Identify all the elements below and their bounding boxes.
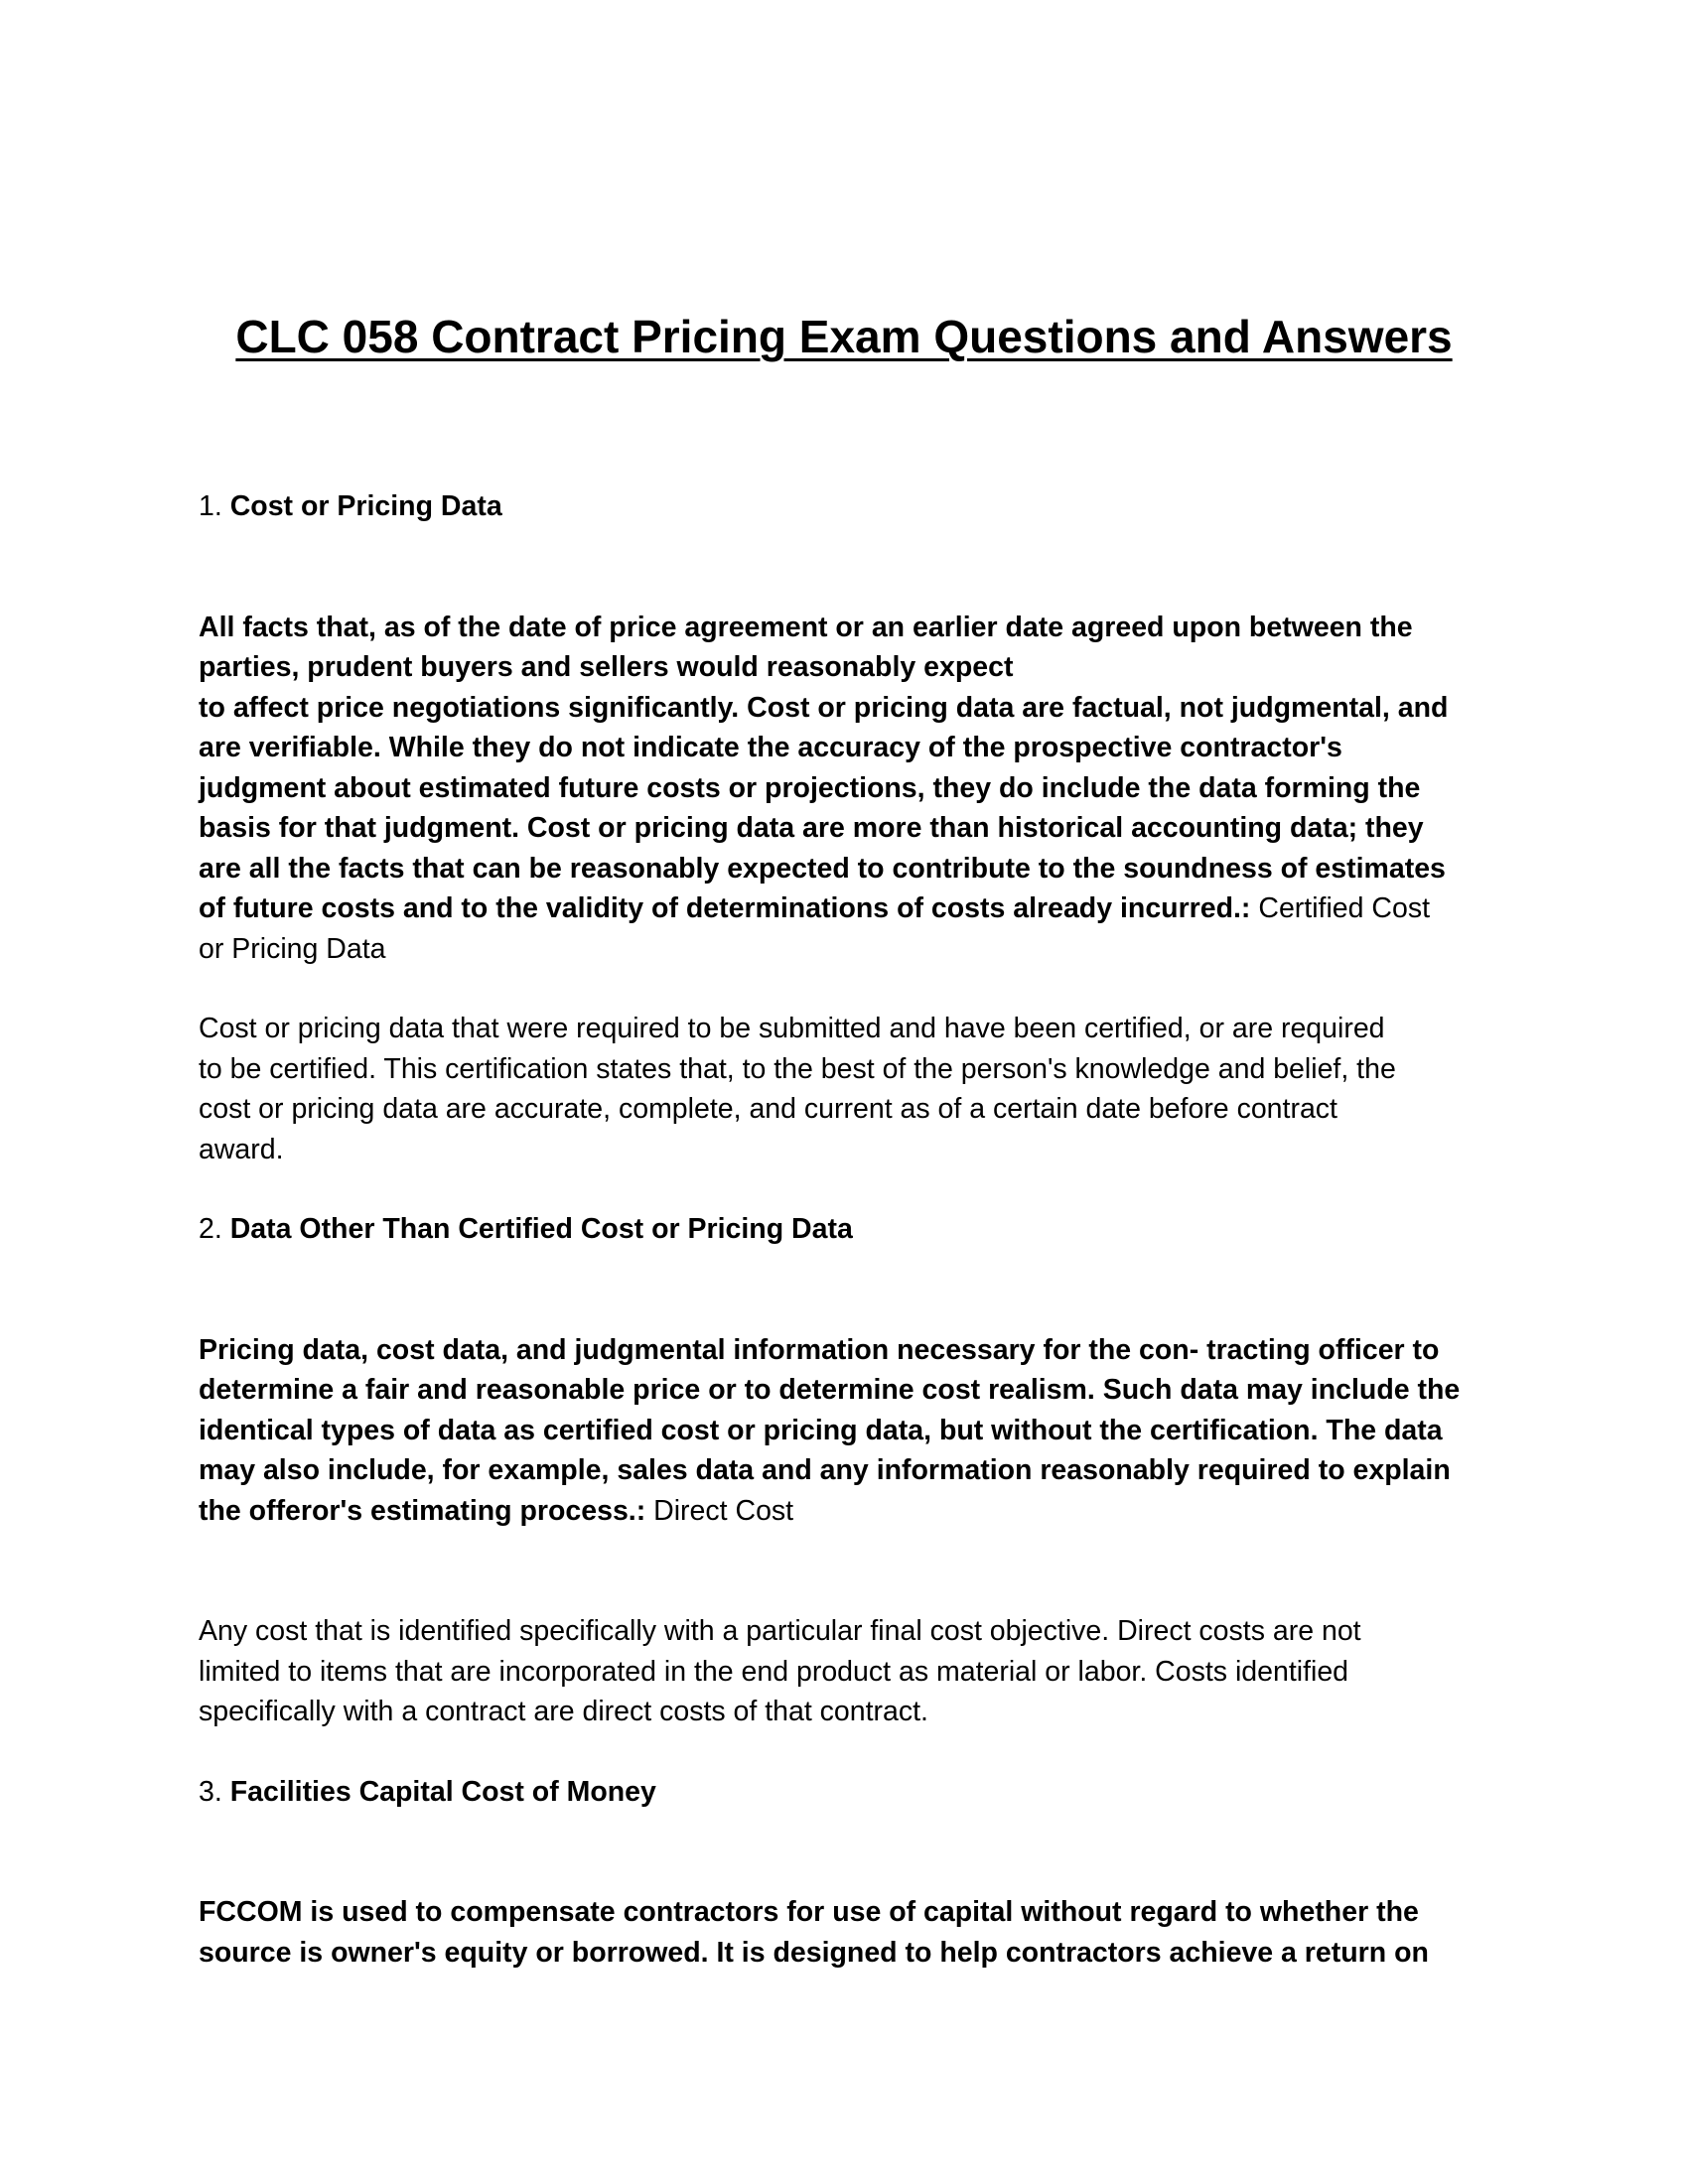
question-heading — [199, 1209, 1489, 1250]
definition-line: All facts that, as of the date of price agreement or an earlier date agreed upon between the — [199, 611, 1413, 643]
question-number: 3. — [199, 1775, 222, 1808]
question-term: Data Other Than Certified Cost or Pricing Data — [229, 1213, 853, 1245]
question-1 — [199, 486, 1489, 1169]
question-heading — [199, 486, 1489, 527]
definition-line: are verifiable. While they do not indicate the accuracy of the prospective contractor's — [199, 732, 1342, 763]
answer-term: Direct Cost — [653, 1494, 794, 1527]
definition-line: FCCOM is used to compensate contractors for use of capital without regard to whether the — [199, 1896, 1419, 1928]
answer-line: award. — [199, 1133, 284, 1165]
definition-line: source is owner's equity or borrowed. It is designed to help contractors achieve a return on — [199, 1936, 1429, 1969]
definition-line: parties, prudent buyers and sellers would reasonably expect — [199, 651, 1014, 683]
definition-line: identical types of data as certified cost or pricing data, but without the certification. The data — [199, 1414, 1443, 1446]
answer-line: limited to items that are incorporated in the end product as material or labor. Costs identified — [199, 1655, 1349, 1688]
answer-line: Cost or pricing data that were required to be submitted and have been certified, or are required — [199, 1013, 1385, 1044]
definition-line: are all the facts that can be reasonably expected to contribute to the soundness of estimates — [199, 852, 1446, 885]
answer-line: Any cost that is identified specifically with a particular final cost objective. Direct costs are not — [199, 1615, 1361, 1647]
question-heading — [199, 1772, 1489, 1813]
question-2 — [199, 1209, 1489, 1732]
answer-term: Certified Cost — [1258, 892, 1431, 924]
answer-term-continued: or Pricing Data — [199, 932, 386, 965]
definition-line: judgment about estimated future costs or projections, they do include the data forming the — [199, 771, 1421, 804]
question-definition — [199, 1330, 1489, 1532]
definition-line: the offeror's estimating process.: — [199, 1494, 646, 1527]
definition-line: of future costs and to the validity of determinations of costs already incurred.: — [199, 892, 1251, 924]
question-number: 2. — [199, 1213, 222, 1245]
answer-line: cost or pricing data are accurate, complete, and current as of a certain date before contract — [199, 1093, 1337, 1125]
question-term: Cost or Pricing Data — [229, 490, 502, 522]
definition-line: Pricing data, cost data, and judgmental information necessary for the con- tracting officer to — [199, 1333, 1440, 1366]
question-definition — [199, 1892, 1489, 1973]
answer-description — [199, 1611, 1489, 1732]
question-number: 1. — [199, 490, 222, 522]
answer-line: specifically with a contract are direct costs of that contract. — [199, 1696, 928, 1727]
definition-line: basis for that judgment. Cost or pricing data are more than historical accounting data; they — [199, 812, 1424, 844]
answer-line: to be certified. This certification states that, to the best of the person's knowledge and belief, the — [199, 1052, 1396, 1085]
definition-line: to affect price negotiations significantly. Cost or pricing data are factual, not judgmental, and — [199, 691, 1449, 724]
document-body — [199, 486, 1489, 1973]
question-definition — [199, 608, 1489, 970]
definition-line: may also include, for example, sales data and any information reasonably required to explain — [199, 1454, 1451, 1486]
document-title: CLC 058 Contract Pricing Exam Questions and Answers — [235, 311, 1453, 362]
question-3 — [199, 1772, 1489, 1974]
definition-line: determine a fair and reasonable price or to determine cost realism. Such data may include the — [199, 1374, 1461, 1406]
question-term: Facilities Capital Cost of Money — [229, 1775, 656, 1808]
answer-description — [199, 1009, 1489, 1169]
